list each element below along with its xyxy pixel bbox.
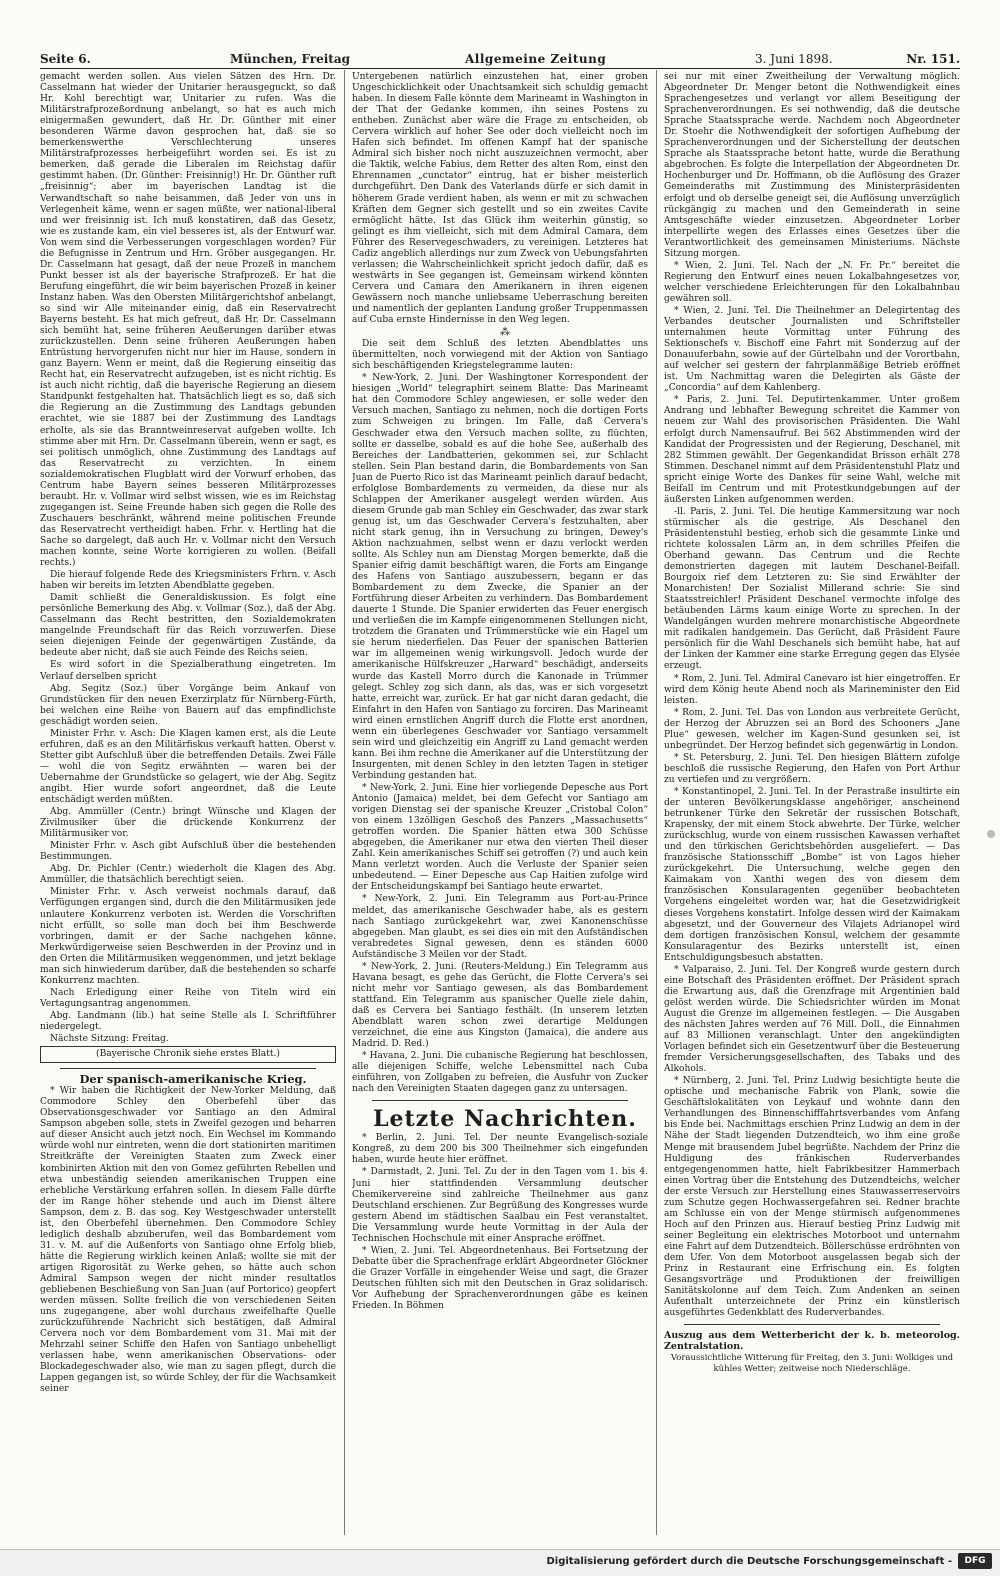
telegram: * Wien, 2. Juni. Tel. Nach der „N. Fr. Pr.“ bereitet die Regierung den Entwurf eines neuen Lokalbahngesetzes vor, welcher verschiedene Erleichterungen für den Lokalbahnbau gewähren soll. (664, 260, 960, 304)
telegram: * Konstantinopel, 2. Juni. Tel. In der Perastraße insultirte ein der unteren Bevölkerungsklasse angehöriger, anscheinend betrunkener Türke den Sekretär der russischen Botschaft, Krapensky, der mit einem Stock abwehrte. Der Türke, welcher zurückschlug, wurde von einem russischen Kawassen verhaftet und den türkischen Gerichtsbehörden ausgeliefert. — Das französische Stationsschiff „Bombe“ ist von Lagos hieher zurückgekehrt. Die Untersuchung, welche gegen den Kaimakam von Xanthi wegen des von diesem dem französischen Konsularagenten gegenüber beobachteten Vorgehens eingeleitet worden war, hat die Gesetzwidrigkeit dieses Vorgehens konstatirt. Infolge dessen wird der Kaimakam abgesetzt, und der Gouverneur des Vilajets Adrianopel wird dem dortigen französischen Konsul, welchem der gesammte Konsularagentur des Bezirks unterstellt ist, einen Entschuldigungsbesuch abstatten. (664, 787, 960, 963)
section-divider (372, 1100, 628, 1101)
dfg-logo[interactable]: DFG (958, 1553, 992, 1569)
paragraph: Damit schließt die Generaldiskussion. Es folgt eine persönliche Bemerkung des Abg. v. Vollmar (Soz.), daß der Abg. Casselmann das Recht bestritten, den Sozialdemokraten mangelnde Freundschaft für das Reich vorzuwerfen. Diese seien diejenigen Feinde der gegenwärtigen Zustände, da bedeute aber nicht, daß sie auch Feinde des Reichs seien. (40, 593, 336, 659)
telegram: * New-York, 2. Juni. Ein Telegramm aus Port-au-Prince meldet, das amerikanische Geschwader habe, als es gestern nach Santiago zurückgekehrt war, zwei Kanonenschüsse abgegeben. Man glaubt, es sei dies ein mit den Aufständischen verabredetes Signal gewesen, denn es ständen 6000 Aufständische 3 Meilen vor der Stadt. (352, 894, 648, 960)
telegram: * Rom, 2. Juni. Tel. Das von London aus verbreitete Gerücht, der Herzog der Abruzzen sei an Bord des Schooners „Jane Plue“ gewesen, welcher im Kagen-Sund gesunken sei, ist unbegründet. Der Herzog befindet sich gegenwärtig in London. (664, 707, 960, 751)
weather-report-text: Voraussichtliche Witterung für Freitag, den 3. Juni: Wolkiges und kühles Wetter; zeitweise noch Niederschläge. (670, 1353, 954, 1375)
page-header (40, 50, 960, 69)
newspaper-title: Allgemeine Zeitung (465, 52, 607, 66)
paragraph: Abg. Segitz (Soz.) über Vorgänge beim Ankauf von Grundstücken für den neuen Exerzirplatz für Nürnberg-Fürth, bei welchen eine Reihe von Bauern auf das empfindlichste geschädigt worden seien. (40, 683, 336, 727)
telegram: * Wien, 2. Juni. Tel. Abgeordnetenhaus. Bei Fortsetzung der Debatte über die Sprachenfrage erklärt Abgeordneter Glöckner die Grazer Vorfälle in eingehender Weise und sagt, die Grazer Deutschen fühlten sich mit den Deutschen in Graz solidarisch. Vor Aufhebung der Sprachenverordnungen gäbe es keinen Frieden. In Böhmen (352, 1245, 648, 1312)
telegram: * New-York, 2. Juni. Eine hier vorliegende Depesche aus Port Antonio (Jamaica) meldet, bei dem Gefecht vor Santiago am vorigen Dienstag sei der spanische Kreuzer „Cristobal Colon“ von einem 13zölligen Geschoß des Panzers „Massachusetts“ getroffen worden. Die Spanier hätten etwa 300 Schüsse abgegeben, die Amerikaner nur etwa den vierten Theil dieser Zahl. Kein amerikanisches Schiff sei getroffen (?) und auch kein Mann verletzt worden. Auch die Verluste der Spanier seien unbedeutend. — Einer Depesche aus Cap Haitien zufolge wird der Entscheidungskampf bei Santiago heute erwartet. (352, 783, 648, 893)
telegram: * Paris, 2. Juni. Tel. Deputirtenkammer. Unter großem Andrang und lebhafter Bewegung schreitet die Kammer von neuem zur Wahl des provisorischen Präsidenten. Die Wahl erfolgt durch Namensaufruf. Bei 562 Abstimmenden wird der Kandidat der Progressisten und der Regierung, Deschanel, mit 282 Stimmen gewählt. Der Gegenkandidat Brisson erhält 278 Stimmen. Deschanel nimmt auf dem Präsidentenstuhl Platz und spricht einige Worte des Dankes für seine Wahl, welche mit Beifall im Centrum und mit Protestkundgebungen auf der äußersten Linken aufgenommen werden. (664, 395, 960, 505)
telegram: * Havana, 2. Juni. Die cubanische Regierung hat beschlossen, alle diejenigen Schiffe, welche Lebensmittel nach Cuba einführen, von Zollgaben zu befreien, die Ausfuhr von Zucker nach den Vereinigten Staaten dagegen ganz zu untersagen. (352, 1051, 648, 1095)
telegram: * Darmstadt, 2. Juni. Tel. Zu der in den Tagen vom 1. bis 4. Juni hier stattfindenden Versammlung deutscher Chemikervereine sind zahlreiche Theilnehmer aus ganz Deutschland erschienen. Zur Begrüßung des Kongresses wurde gestern Abend im städtischen Saalbau ein Fest veranstaltet. Die Versammlung wurde heute Vormittag in der Aula der Technischen Hochschule mit einer Ansprache eröffnet. (352, 1167, 648, 1244)
telegram: * Rom, 2. Juni. Tel. Admiral Canevaro ist hier eingetroffen. Er wird dem König heute Abend noch als Marineminister den Eid leisten. (664, 673, 960, 706)
section-divider (684, 1324, 940, 1325)
telegram: * Valparaiso, 2. Juni. Tel. Der Kongreß wurde gestern durch eine Botschaft des Präsidenten eröffnet. Der Präsident sprach die Erwartung aus, daß die Grenzfrage mit Argentinien bald gelöst werden würde. Die Schiedsrichter würden im Monat August die Grenze im allgemeinen festlegen. — Die Ausgaben des nächsten Jahres werden auf 76 Mill. Doll., die Einnahmen auf 83 Millionen veranschlagt. Unter den angekündigten Vorlagen befindet sich ein Gesetzentwurf über die Besteuerung fremder Versicherungsgesellschaften, des Tabaks und des Alkohols. (664, 964, 960, 1075)
funding-credit: Digitalisierung gefördert durch die Deutsche Forschungsgemeinschaft - (546, 1556, 952, 1567)
asterisk-divider: ⁂ (500, 327, 510, 339)
paragraph: Abg. Dr. Pichler (Centr.) wiederholt die Klagen des Abg. Ammüller, die thatsächlich berechtigt seien. (40, 864, 336, 886)
paragraph: sei nur mit einer Zweitheilung der Verwaltung möglich. Abgeordneter Dr. Menger betont die Nothwendigkeit eines Sprachengesetzes und verlangt vor allem Beseitigung der Sprachenverordnungen. Es sei nothwendig, daß die deutsche Sprache Staatssprache werde. Nachdem noch Abgeordneter Dr. Stoehr die Nothwendigkeit der sofortigen Aufhebung der Sprachenverordnungen und der Sicherstellung der deutschen Sprache als Staatssprache betont hatte, wurde die Berathung abgebrochen. Es folgte die Interpellation der Abgeordneten Dr. Hochenburger und Dr. Hoffmann, ob die Auflösung des Grazer Gemeinderaths mit Zustimmung des Ministerpräsidenten erfolgt und ob derselbe geneigt sei, die Auflösung unverzüglich rückgängig zu machen und den Gemeinderath in seine Amtsgeschäfte wieder einzusetzen. Abgeordneter Lorber interpellirte wegen des Erlasses eines Gesetzes über die Verantwortlichkeit des gemeinsamen Ministeriums. Nächste Sitzung morgen. (664, 72, 960, 259)
paragraph: Die seit dem Schluß des letzten Abendblattes uns übermittelten, noch vorwiegend mit der Aktion von Santiago sich beschäftigenden Kriegstelegramme lauten: (352, 339, 648, 372)
chronicle-note-box: (Bayerische Chronik siehe erstes Blatt.) (40, 1046, 336, 1063)
column-divider (344, 70, 345, 1535)
weather-report-title: Auszug aus dem Wetterbericht der k. b. meteorolog. Zentralstation. (664, 1330, 960, 1353)
column-1 (40, 72, 336, 1530)
paragraph: * Wir haben die Richtigkeit der New-Yorker Meldung, daß Commodore Schley den Oberbefehl über das Observationsgeschwader vor Santiago an den Admiral Sampson abgeben solle, stets in Zweifel gezogen und beharren auf dieser Ansicht auch jetzt noch. Ein Wechsel im Kommando würde wohl nur eintreten, wenn die dort stationirten maritimen Streitkräfte der Vereinigten Staaten zum Zweck einer kombinirten Aktion mit den von Gomez geführten Rebellen und etwa unbeständig seienden amerikanischen Truppen eine erhebliche Verstärkung erfahren sollen. In diesem Falle dürfte der im Range höher stehende und auch im Dienst ältere Sampson, dem z. B. das sog. Key Westgeschwader unterstellt ist, den Oberbefehl übernehmen. Den Commodore Schley lediglich deshalb abzuberufen, weil das Bombardement vom 31. v. M. auf die Außenforts von Santiago ohne Erfolg blieb, hätte die Regierung wirklich keinen Anlaß; wollte sie mit der artigen Rigorosität zu Werke gehen, so hätte auch schon Admiral Sampson wegen der nicht minder resultatlos gebliebenen Beschießung von San Juan (auf Portorico) geopfert werden müssen. Sollte freilich die von verschiedenen Seiten uns zugegangene, aber wohl durchaus zweifelhafte Quelle zurückzuführende Nachricht sich bestätigen, daß Admiral Cervera noch vor dem Bombardement vom 31. Mai mit der Mehrzahl seiner Schiffe den Hafen von Santiago unbehelligt verlassen habe, wenn amerikanischen Observations- oder Blockadegeschwader also, wie man zu sagen pflegt, durch die Lappen gegangen ist, so würde Schley, der für die Wachsamkeit seiner (40, 1086, 336, 1395)
paragraph: Minister Frhr. v. Asch gibt Aufschluß über die bestehenden Bestimmungen. (40, 841, 336, 863)
issue-date: 3. Juni 1898. (755, 52, 833, 66)
paragraph: Abg. Landmann (lib.) hat seine Stelle als I. Schriftführer niedergelegt. (40, 1010, 336, 1032)
paragraph: Abg. Ammüller (Centr.) bringt Wünsche und Klagen der Zivilmusiker über die drückende Konkurrenz der Militärmusiker vor. (40, 807, 336, 840)
telegram: * St. Petersburg, 2. Juni. Tel. Den hiesigen Blättern zufolge beschloß die russische Regierung, den Hafen von Port Arthur zu vertiefen und zu vergrößern. (664, 752, 960, 785)
section-title-latest-news: Letzte Nachrichten. (373, 1106, 637, 1133)
section-divider (60, 1068, 316, 1069)
telegram: * New-York, 2. Juni. (Reuters-Meldung.) Ein Telegramm aus Havana besagt, es gehe das Gerücht, die Flotte Cervera's sei nicht mehr vor Santiago gewesen, als das Bombardement stattfand. Ein Telegramm aus spanischer Quelle ziele dahin, daß es Cervera bei Santiago festhält. (In unserem letzten Abendblatt waren schon zwei derartige Meldungen verzeichnet, die eine aus Kingston (Jamaica), die andere aus Madrid. D. Red.) (352, 961, 648, 1050)
city-day: München, Freitag (230, 52, 351, 66)
telegram: -ll. Paris, 2. Juni. Tel. Die heutige Kammersitzung war noch stürmischer als die gestrige. Als Deschanel den Präsidentenstuhl bestieg, erhob sich die gesammte Linke und richtete kolossalen Lärm an, in dem schrilles Pfeifen die Oberhand gewann. Das Centrum und die Rechte demonstrierten dagegen mit lautem Deschanel-Beifall. Bourgoix rief dem Letzteren zu: Sie sind Erwählter der Monarchisten! Der Sozialist Millerand schrie: Sie sind Staatsstreichler! Präsident Deschanel vermochte infolge des betäubenden Lärms kaum einige Worte zu sprechen. In der Wandelgängen wurden mehrere monarchistische Abgeordnete mit radikalen handgemein. Das Gerücht, daß Präsident Faure persönlich für die Wahl Deschanels sich bemüht habe, hat auf der Linken der Kammer eine starke Erregung gegen das Elysée erzeugt. (664, 506, 960, 672)
telegram: * New-York, 2. Juni. Der Washingtoner Korrespondent der hiesigen „World“ telegraphirt seinem Blatte: Das Marineamt hat den Commodore Schley angewiesen, er solle weder den Versuch machen, Santiago zu nehmen, noch die dortigen Forts zum Schweigen zu bringen. Im Falle, daß Cervera's Geschwader etwa den Versuch machen sollte, zu flüchten, sollte er dasselbe, sobald es auf die hohe See, außerhalb des Bereiches der Landbatterien, gekommen sei, zur Schlacht stellen. Sein Plan bestand darin, die Bombardements von San Juan de Puerto Rico ist das Marineamt peinlich darauf bedacht, erfolglose Bombardements zu vermeiden, da diese nur als Schlappen der Amerikaner ausgelegt werden würden. Aus diesem Grunde gab man Schley ein Geschwader, das zwar stark genug ist, um das Geschwader Cervera's festzuhalten, aber nicht stark genug, ihn in Versuchung zu bringen, Dewey's Aktion nachzuahmen, selbst wenn er dazu verlockt werden sollte. Als Schley nun am Dienstag Morgen bemerkte, daß die Spanier eifrig damit beschäftigt waren, die Forts am Eingange des Hafens von Santiago auszubessern, begann er das Bombardement zu dem Zwecke, die Spanier an der Fortführung dieser Arbeiten zu verhindern. Das Bombardement dauerte 1 Stunde. Die Spanier erwiderten das Feuer energisch und verließen die im Kampfe eingenommenen Stellungen nicht, trotzdem die Granaten und Trümmerstücke wie ein Hagel um sie herum niederfielen. Das Feuer der spanischen Batterien war im allgemeinen wenig wirkungsvoll. Jedoch wurde der amerikanische Hülfskreuzer „Harward“ beschädigt, anderseits wurde das Kastell Morro durch die Kanonade in Trümmer gelegt. Schley zog sich dann, als das, was er sich vorgesetzt hatte, erreicht war, zurück. Er hat gar nicht daran gedacht, die Einfahrt in den Hafen von Santiago zu forciren. Das Marineamt wird einen ernstlichen Angriff durch die Flotte erst anordnen, wenn ein überlegenes Geschwader vor Santiago versammelt sein wird und gleichzeitig ein Angriff zu Land gemacht werden kann. Bei ihm rechne die Amerikaner auf die Unterstützung der Insurgenten, mit denen Schley in den letzten Tagen in stetiger Verbindung gestanden hat. (352, 373, 648, 781)
section-title-war: Der spanisch-amerikanische Krieg. (79, 1072, 307, 1087)
column-divider (656, 70, 657, 1535)
paragraph: gemacht werden sollen. Aus vielen Sätzen des Hrn. Dr. Casselmann hat wieder der Unitarier herausgeguckt, so daß Hr. Kohl berechtigt war, Unitarier zu rufen. Was die Militärstrafprozeßordnung anbelangt, so hat es auch mich einigermaßen gewundert, daß Hr. Dr. Günther mit einer besonderen Wärme davon gesprochen hat, daß sie so bemerkenswerthe Verschlechterung unseres Militärstrafprozesses herbeigeführt worden sei. Es ist zu bemerken, daß gerade die Liberalen im Reichstag dafür gestimmt haben. (Dr. Günther: Freisinnig!) Hr. Dr. Günther ruft „freisinnig“; aber im bayerischen Landtag ist die Verwandtschaft so nahe beisammen, daß Jeder von uns in Verlegenheit käme, wenn er sagen müßte, wer national-liberal und wer freisinnig ist. Ich muß konstatiren, daß das Gesetz, wie es zustande kam, ein viel besseres ist, als der Entwurf war. Von wem sind die Verbesserungen vorgeschlagen worden? Für die Befugnisse in Zentrum und Hrn. Gröber ausgegangen. Hr. Dr. Casselmann hat gesagt, daß der neue Prozeß in manchem Punkt besser ist als der bayerische Strafprozeß. Er hat die Berufung eingeführt, die wir beim bayerischen Prozeß in keiner Instanz haben. Was den Obersten Militärgerichtshof anbelangt, so sind wir Alle miteinander einig, daß ein Reservatrecht Bayerns besteht. Es hat mich gefreut, daß Hr. Dr. Casselmann sich bemüht hat, seine früheren Aeußerungen darüber etwas zurückzustellen. Denn seine früheren Aeußerungen haben Entrüstung hervorgerufen nicht nur hier im Hause, sondern in ganz Bayern. Wenn er meint, daß die Regierung einseitig das Recht hat, ein Reservatrecht aufzugeben, ist es nicht richtig. Es ist auch nicht richtig, daß die bayerische Regierung an diesem Standpunkt festgehalten hat. Thatsächlich liegt es so, daß sich die Regierung an die Zustimmung des Landtags gebunden erachtet, wie sie 1887 bei der Zustimmung des Landtags erholte, als sie das Branntweinreservat aufgeben wollte. Ich stimme aber mit Hrn. Dr. Casselmann überein, wenn er sagt, es sei politisch unmöglich, ohne Zustimmung des Landtags auf das Reservatrecht zu verzichten. In einem sozialdemokratischen Flugblatt wird der Vorwurf erhoben, das Centrum habe Bayern seines besseren Militärprozesses beraubt. Hr. v. Vollmar wird selbst wissen, wie es im Reichstag zugegangen ist. Seine Freunde haben sich gegen die Rolle des Zuschauers beschränkt, während meine politischen Freunde das Reservatrecht vertheidigt haben. Frhr. v. Hertling hat die Sache so dargelegt, daß auch Hr. v. Vollmar nicht den Versuch machen konnte, seine Worte korrigieren zu wollen. (Beifall rechts.) (40, 72, 336, 569)
paragraph: Nach Erledigung einer Reihe von Titeln wird ein Vertagungsantrag angenommen. (40, 987, 336, 1009)
page-number: Seite 6. (40, 52, 91, 66)
paragraph: Es wird sofort in die Spezialberathung eingetreten. Im Verlauf derselben spricht (40, 660, 336, 682)
paragraph: Die hierauf folgende Rede des Kriegsministers Frhrn. v. Asch haben wir bereits im letzten Abendblatte gegeben. (40, 570, 336, 592)
column-3 (664, 72, 960, 1530)
paragraph: Untergebenen natürlich einzustehen hat, einer groben Ungeschicklichkeit oder Unachtsamkeit sich schuldig gemacht haben. In diesem Falle könnte dem Marineamt in Washington in der That der Gedanke kommen, ihn seines Postens zu entheben. Zunächst aber wäre die Frage zu entscheiden, ob Cervera wirklich auf hoher See oder doch vielleicht noch im Hafen sich befindet. Im offenen Kampf hat der spanische Admiral sich bisher noch nicht auszuzeichnen vermocht, aber die Taktik, welche Fabius, dem Retter des alten Rom, einst den Ehrennamen „cunctator“ eintrug, hat er bisher meisterlich durchgeführt. Den Dank des Vaterlands dürfe er sich damit in höherem Grade verdient haben, als wenn er mit zu schwachen Kräften dem Gegner sich gestellt und so ein zweites Cavite ermöglicht hätte. Ist das Glück ihm weiterhin günstig, so gelingt es ihm vielleicht, sich mit dem Admiral Camara, dem Führer des Reservegeschwaders, zu vereinigen. Letzteres hat Cadiz angeblich allerdings nur zum Zweck von Uebungsfahrten verlassen; die Wahrscheinlichkeit spricht jedoch dafür, daß es westwärts in See gegangen ist. Gemeinsam wirkend könnten Cervera und Camara den Amerikanern in ihren eigenen Gewässern noch manche unliebsame Ueberraschung bereiten und namentlich der geplanten Landung großer Truppenmassen auf Cuba ernste Hindernisse in den Weg legen. (352, 72, 648, 326)
paragraph: Minister Frhr. v. Asch: Die Klagen kamen erst, als die Leute erfuhren, daß es an den Militärfiskus verkauft hatten. Oberst v. Stetter gibt Aufschluß über die betreffenden Details. Zwei Fälle — wohl die von Segitz erwähnten — waren bei der Uebernahme der Grundstücke so gelagert, wie der Abg. Segitz angibt. Hier wurde sofort angeordnet, daß die Leute entschädigt werden müßten. (40, 728, 336, 806)
telegram: * Wien, 2. Juni. Tel. Die Theilnehmer an Delegirtentag des Verbandes deutscher Journalisten und Schriftsteller unternahmen heute Vormittag unter Führung des Sektionschefs v. Bischoff eine Fahrt mit Sonderzug auf der Donauuferbahn, sowie auf der Gürtelbahn und der Vorortbahn, auf welcher sei gestern der fahrplanmäßige Betrieb eröffnet ist. Um Nachmittag waren die Delegirten als Gäste der „Concordia“ auf dem Kahlenberg. (664, 305, 960, 394)
paragraph: Minister Frhr. v. Asch verweist nochmals darauf, daß Verfügungen ergangen sind, durch die den Militärmusiken jede unlautere Konkurrenz verboten ist. Werden die Vorschriften nicht erfüllt, so solle man doch bei ihm Beschwerde vorbringen, damit er der Sache nachgehen könne. Merkwürdigerweise seien Beschwerden in der Provinz und in den Orten die Militärmusiken weggenommen, und jetzt beklage man sich hinwiederum darüber, daß die bestehenden so scharfe Konkurrenz machten. (40, 887, 336, 986)
issue-number: Nr. 151. (906, 52, 960, 66)
telegram: * Berlin, 2. Juni. Tel. Der neunte Evangelisch-soziale Kongreß, zu dem 200 bis 300 Theilnehmer sich eingefunden haben, wurde heute hier eröffnet. (352, 1133, 648, 1166)
telegram: * Nürnberg, 2. Juni. Tel. Prinz Ludwig besichtigte heute die optische und mechanische Fabrik von Plank, sowie die Geschäftslokalitäten von Leykauf und wohnte dann den Verhandlungen des Binnenschifffahrtsverbandes vom Anfang bis Ende bei. Nachmittags erschien Prinz Ludwig an dem in der Nähe der Stadt liegenden Dutzendteich, wo ihm eine große Menge mit brausendem Jubel begrüßte. Nachdem der Prinz die Huldigung des fränkischen Ruderverbandes entgegengenommen hatte, hielt Fabrikbesitzer Hammerbach einen Vortrag über die Entstehung des Dutzendteichs, welcher der erste Versuch zur Herstellung eines Stauwasserreservoirs zum Schutze gegen Hochwassergefahren sei. Redner brachte am Schlusse ein von der Menge stürmisch aufgenommenes Hoch auf den Prinzen aus. Hierauf bestieg Prinz Ludwig mit seiner Begleitung ein elektrisches Motorboot und unternahm eine Fahrt auf dem Dutzendteich. Böllerschüsse erdröhnten von dem Ufer. Von dem Motorboot ausgelassen begab sich der Prinz in Restaurant eine Erfrischung ein. Es folgten Gesangsvorträge und Produktionen der freiwilligen Sanitätskolonne auf dem Teich. Zum Andenken an seinen Aufenthalt unterzeichnete der Prinz ein künstlerisch ausgeführtes Gedenkblatt des Ruderverbandes. (664, 1076, 960, 1319)
column-2 (352, 72, 648, 1530)
paragraph: Nächste Sitzung: Freitag. (50, 1034, 169, 1045)
binding-hole (987, 830, 995, 838)
